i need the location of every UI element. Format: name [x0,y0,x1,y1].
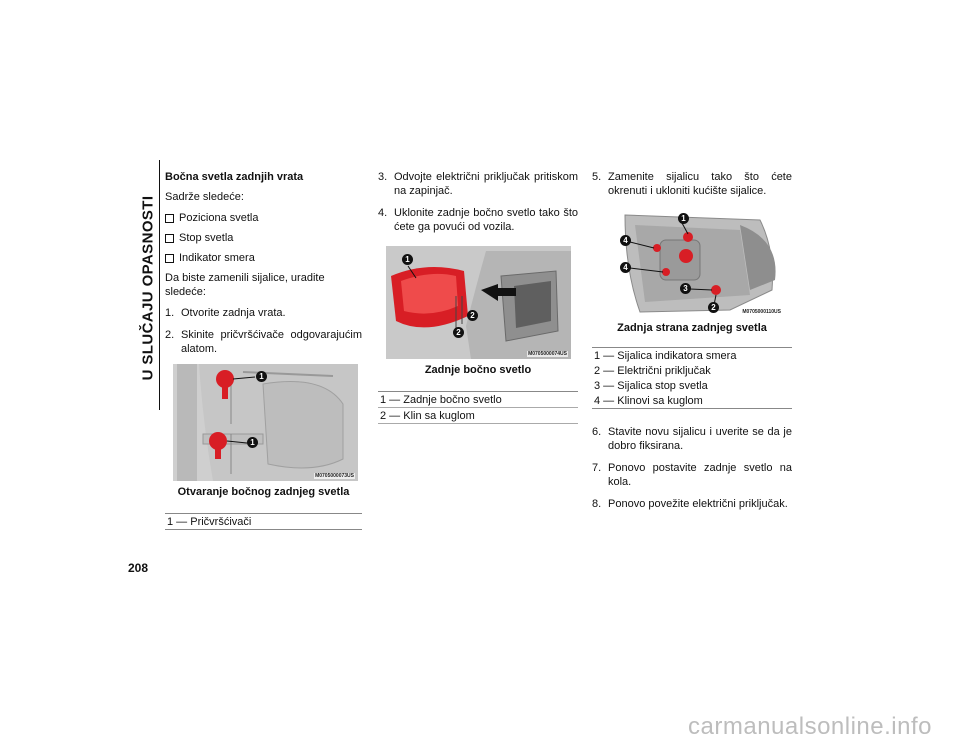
step-item [592,425,792,453]
step-item [165,328,362,356]
bullet-label: Poziciona svetla [179,212,259,224]
intro-text: Sadrže sledeće: [165,191,244,203]
step-text: Skinite pričvršćivače odgovarajućim alatom. [181,329,362,355]
column-2 [378,170,578,424]
checkbox-square-icon [165,254,174,263]
section-side-tab-label: U SLUČAJU OPASNOSTI [139,195,156,381]
figure-rear-side-light [386,246,571,359]
bullet-item [165,211,362,225]
step-text: Uklonite zadnje bočno svetlo tako što ćete ga povući od vozila. [394,207,578,233]
step-item [378,206,578,234]
figure-code: M0705000073US [315,473,354,479]
legend-row: 1 — Sijalica indikatora smera [594,350,737,362]
step-text: Zamenite sijalicu tako što ćete okrenuti i ukloniti kućište sijalice. [608,171,792,197]
figure-opening-side-light [173,364,358,481]
step-text: Odvojte električni priključak pritiskom na zapinjač. [394,171,578,197]
bullet-label: Indikator smera [179,252,255,264]
legend-table [165,513,362,530]
figure-caption: Otvaranje bočnog zadnjeg svetla [177,486,350,498]
checkbox-square-icon [165,214,174,223]
step-text: Ponovo postavite zadnje svetlo na kola. [608,462,792,488]
step-item [592,497,792,511]
callout-marker: 1 [402,254,413,265]
column-3 [592,170,792,519]
step-text: Otvorite zadnja vrata. [181,307,286,319]
step-number: 3. [378,171,388,183]
figure-caption: Zadnje bočno svetlo [424,364,532,376]
step-item [165,306,362,320]
step-item [378,170,578,198]
step-number: 6. [592,426,602,438]
callout-marker: 2 [467,310,478,321]
step-text: Stavite novu sijalicu i uverite se da je dobro fiksirana. [608,426,792,452]
watermark: carmanualsonline.info [688,713,932,740]
callout-marker: 2 [453,327,464,338]
callout-marker: 4 [620,235,631,246]
figure-code: M0705000074US [528,351,567,357]
page-number: 208 [128,561,149,575]
bullet-label: Stop svetla [179,232,234,244]
callout-marker: 1 [256,371,267,382]
legend-row: 1 — Pričvršćivači [167,516,252,528]
step-text: Ponovo povežite električni priključak. [608,498,788,510]
legend-row: 2 — Klin sa kuglom [378,408,578,424]
step-number: 1. [165,307,175,319]
section-heading: Bočna svetla zadnjih vrata [165,171,304,183]
column-1 [165,170,362,530]
figure-caption: Zadnja strana zadnjeg svetla [617,322,767,334]
step-number: 8. [592,498,602,510]
step-item [592,461,792,489]
step-item [592,170,792,198]
callout-marker: 4 [620,262,631,273]
legend-row: 3 — Sijalica stop svetla [594,380,708,392]
legend-table [592,347,792,409]
step-number: 5. [592,171,602,183]
bullet-item [165,231,362,245]
section-side-tab [138,170,158,406]
legend-table [378,391,578,424]
legend-row: 1 — Zadnje bočno svetlo [378,392,578,408]
legend-row: 2 — Električni priključak [594,365,711,377]
lead-text: Da biste zamenili sijalice, uradite sledeće: [165,272,325,298]
side-divider [159,160,160,410]
trim-panel-illustration [173,364,358,481]
callout-marker: 3 [680,283,691,294]
legend-row: 4 — Klinovi sa kuglom [594,395,703,407]
checkbox-square-icon [165,234,174,243]
rear-light-illustration [386,246,571,359]
callout-marker: 2 [708,302,719,313]
step-number: 2. [165,329,175,341]
bullet-item [165,251,362,265]
figure-rear-side-back [600,210,785,317]
step-number: 4. [378,207,388,219]
step-number: 7. [592,462,602,474]
callout-marker: 1 [247,437,258,448]
callout-marker: 1 [678,213,689,224]
figure-code: M0705000110US [742,309,781,315]
